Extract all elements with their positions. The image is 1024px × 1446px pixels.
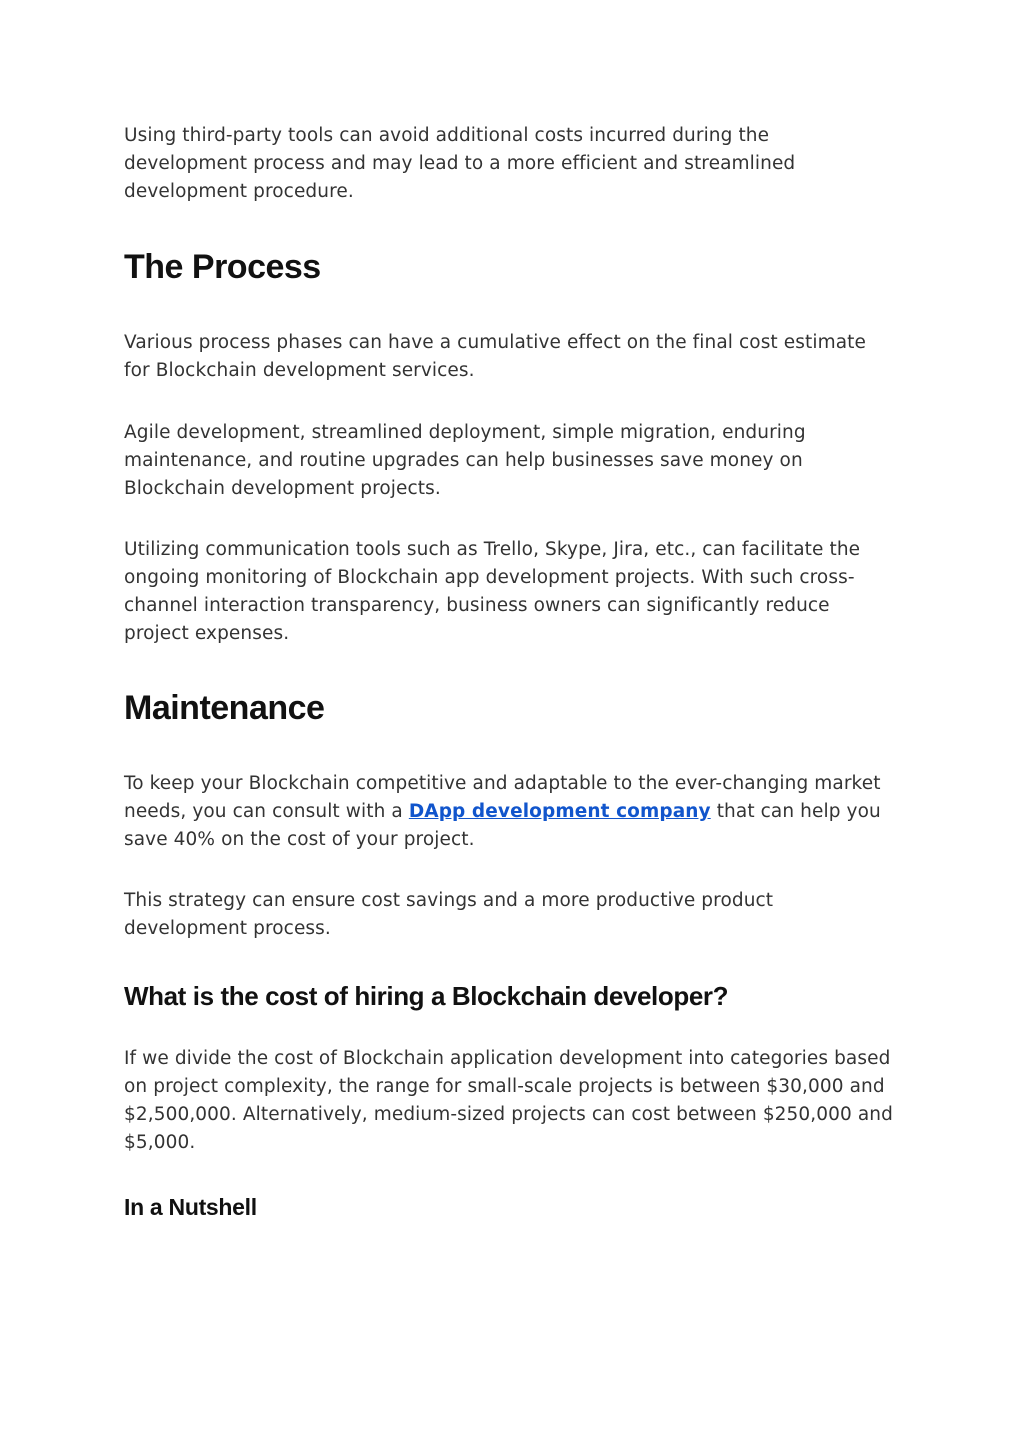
hiring-paragraph: If we divide the cost of Blockchain application development into categories based on project complexity, the range for small-scale projects is between $30,000 and $2,500,000. Alternatively, medium-sized projects can cost between $250,000 and $5,000. [124,1048,893,1153]
maintenance-text-before-link: To keep your Blockchain competitive and adaptable to the ever-changing market needs, you can consult with a [124,773,881,822]
process-paragraph-2: Agile development, streamlined deployment, simple migration, enduring maintenance, and routine upgrades can help businesses save money on Blockchain development projects. [124,422,806,499]
maintenance-text-after-link: that can help you save 40% on the cost of your project. [124,801,881,850]
maintenance-paragraph-2: This strategy can ensure cost savings and a more productive product development process. [124,890,774,939]
process-heading: The Process [124,248,321,286]
dapp-development-company-link[interactable]: DApp development company [408,801,711,822]
intro-paragraph: Using third-party tools can avoid additional costs incurred during the development process and may lead to a more efficient and streamlined development procedure. [124,125,796,202]
hiring-heading: What is the cost of hiring a Blockchain developer? [124,981,729,1011]
nutshell-heading: In a Nutshell [124,1194,257,1220]
maintenance-paragraph-1 [124,770,894,854]
process-paragraph-3: Utilizing communication tools such as Trello, Skype, Jira, etc., can facilitate the ongoing monitoring of Blockchain app development projects. With such cross-channel interaction transparency, business owners can significantly reduce project expenses. [124,539,861,644]
process-paragraph-1: Various process phases can have a cumulative effect on the final cost estimate for Blockchain development services. [124,332,866,381]
maintenance-heading: Maintenance [124,689,325,727]
